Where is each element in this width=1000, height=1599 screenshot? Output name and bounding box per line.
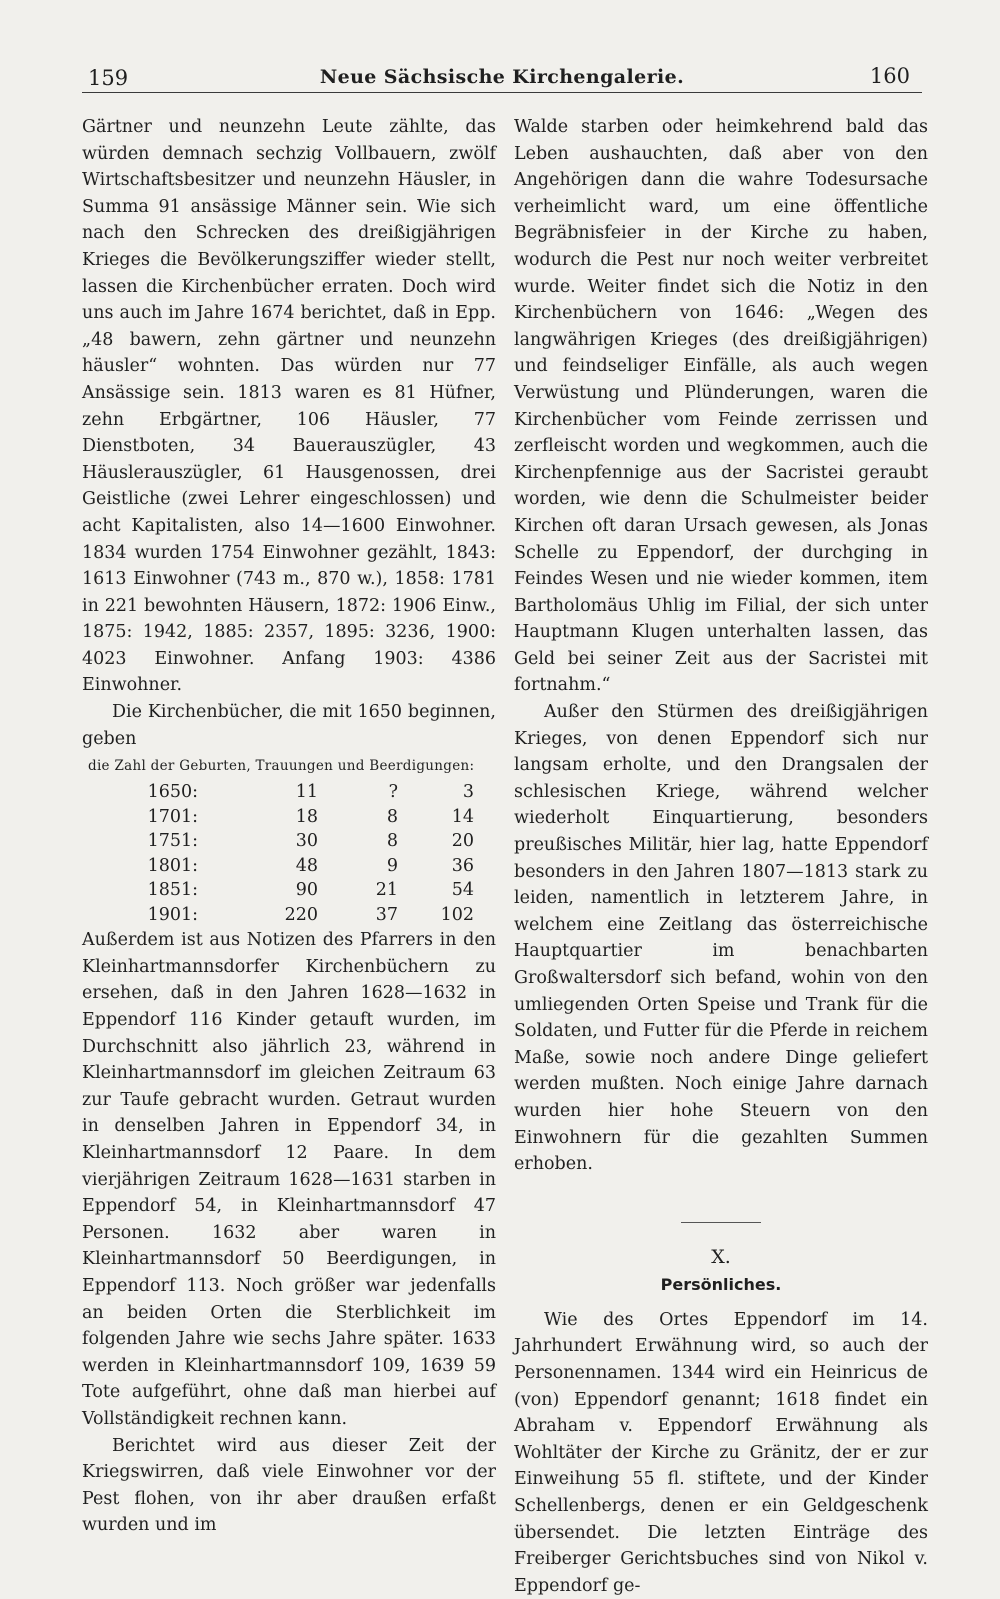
births-cell: 220 <box>284 904 318 925</box>
right-column <box>514 114 928 1599</box>
year-cell: 1650: <box>147 782 198 803</box>
paragraph-war-reports: Berichtet wird aus dieser Zeit der Kriegswirren, daß viele Einwohner vor der Pest flohen, von ihr aber draußen erfaßt wurden und im <box>82 1435 496 1536</box>
statistics-table <box>88 780 488 927</box>
paragraph-plague: Walde starben oder heimkehrend bald das Leben aushauchten, daß aber von den Angehörigen dann die wahre Todesursache verheimlicht ward, um eine öffentliche Begräbnisfeier in der Kirche zu haben, wodurch die Pest nur noch weiter verbreitet wurde. Weiter findet sich die Notiz in den Kirchenbüchern von 1646: „Wegen des langwährigen Krieges (des dreißigjährigen) und feindseliger Einfälle, als auch wegen Verwüstung und Plünderungen, waren die Kirchenbücher vom Feinde zerrissen und zerfleischt worden und wegkommen, auch die Kirchenpfennige aus der Sacristei geraubt worden, wie denn die Schulmeister beider Kirchen oft daran Ursach gewesen, als Jonas Schelle zu Eppendorf, der durchging in Feindes Wesen und nie wieder kommen, item Bartholomäus Uhlig im Filial, der sich unter Hauptmann Klugen unterhalten lassen, das Geld bei seiner Zeit aus der Sacristei mit fortnahm.“ <box>514 117 928 696</box>
chapter-title: Persönliches. <box>660 1274 782 1294</box>
table-row <box>88 878 488 903</box>
marriages-cell: ? <box>388 782 398 803</box>
burials-cell: 20 <box>451 831 474 852</box>
burials-cell: 102 <box>440 904 474 925</box>
year-cell: 1751: <box>147 831 198 852</box>
table-row <box>88 805 488 830</box>
table-row <box>88 854 488 879</box>
page-number-left: 159 <box>88 66 129 90</box>
page-number-right: 160 <box>869 64 910 88</box>
paragraph-personal: Wie des Ortes Eppendorf im 14. Jahrhundert Erwähnung wird, so auch der Personennamen. 1344 wird ein Heinricus de (von) Eppendorf genannt; 1618 findet ein Abraham v. Eppendorf Erwähnung als Wohltäter der Kirche zu Gränitz, der er zur Einweihung 55 fl. stiftete, und der Kinder Schellenbergs, denen er ein Geldgeschenk übersendet. Die letzten Einträge des Freiberger Gerichtsbuches sind von Nikol v. Eppendorf ge- <box>514 1309 928 1596</box>
table-row <box>88 903 488 928</box>
marriages-cell: 8 <box>386 806 398 827</box>
births-cell: 48 <box>295 855 318 876</box>
burials-cell: 36 <box>451 855 474 876</box>
marriages-cell: 9 <box>386 855 398 876</box>
paragraph-wars: Außer den Stürmen des dreißigjährigen Krieges, von denen Eppendorf sich nur langsam erholte, und den Drangsalen der schlesischen Kriege, während welcher wiederholt Einquartierung, besonders preußisches Militär, hier lag, hatte Eppendorf besonders in den Jahren 1807—1813 stark zu leiden, namentlich in letzterem Jahre, in welchem eine Zeitlang das österreichische Hauptquartier im benachbarten Großwaltersdorf sich befand, wohin von den umliegenden Orten Speise und Trank für die Soldaten, und Futter für die Pferde in reichem Maße, sowie noch andere Dinge geliefert werden mußten. Noch einige Jahre darnach wurden hier hohe Steuern von den Einwohnern für die gezahlten Summen erhoben. <box>514 702 928 1175</box>
table-row <box>88 829 488 854</box>
year-cell: 1901: <box>147 904 198 925</box>
year-cell: 1801: <box>147 855 198 876</box>
section-divider <box>681 1222 761 1223</box>
births-cell: 18 <box>295 806 318 827</box>
year-cell: 1851: <box>147 880 198 901</box>
chapter-number: X. <box>711 1245 731 1268</box>
marriages-cell: 21 <box>375 880 398 901</box>
births-cell: 30 <box>295 831 318 852</box>
publication-title: Neue Sächsische Kirchengalerie. <box>319 66 685 88</box>
paragraph-notes: Außerdem ist aus Notizen des Pfarrers in den Kleinhartmannsdorfer Kirchenbüchern zu ersehen, daß in den Jahren 1628—1632 in Eppendorf 116 Kinder getauft wurden, im Durchschnitt also jährlich 23, während in Kleinhartmannsdorf im gleichen Zeitraum 63 zur Taufe gebracht wurden. Getraut wurden in denselben Jahren in Eppendorf 34, in Kleinhartmannsdorf 12 Paare. In dem vierjährigen Zeitraum 1628—1631 starben in Eppendorf 54, in Kleinhartmannsdorf 47 Personen. 1632 aber waren in Kleinhartmannsdorf 50 Beerdigungen, in Eppendorf 113. Noch größer war jedenfalls an beiden Orten die Sterblichkeit im folgenden Jahre wie sechs Jahre später. 1633 werden in Kleinhartmannsdorf 109, 1639 59 Tote aufgeführt, ohne daß man hierbei auf Vollständigkeit rechnen kann. <box>82 930 496 1429</box>
year-cell: 1701: <box>147 806 198 827</box>
burials-cell: 3 <box>462 782 474 803</box>
burials-cell: 14 <box>451 806 474 827</box>
marriages-cell: 8 <box>386 831 398 852</box>
paragraph-population: Gärtner und neunzehn Leute zählte, das würden demnach sechzig Vollbauern, zwölf Wirtschaftsbesitzer und neunzehn Häusler, in Summa 91 ansässige Männer sein. Wie sich nach den Schrecken des dreißigjährigen Krieges die Bevölkerungsziffer wieder stellt, lassen die Kirchenbücher erraten. Doch wird uns auch im Jahre 1674 berichtet, daß in Epp. „48 bawern, zehn gärtner und neunzehn häusler“ wohnten. Das würden nur 77 Ansässige sein. 1813 waren es 81 Hüfner, zehn Erbgärtner, 106 Häusler, 77 Dienstboten, 34 Bauerauszügler, 43 Häuslerauszügler, 61 Hausgenossen, drei Geistliche (zwei Lehrer eingeschlossen) und acht Kapitalisten, also 14—1600 Einwohner. 1834 wurden 1754 Einwohner gezählt, 1843: 1613 Einwohner (743 m., 870 w.), 1858: 1781 in 221 bewohnten Häusern, 1872: 1906 Einw., 1875: 1942, 1885: 2357, 1895: 3236, 1900: 4023 Einwohner. Anfang 1903: 4386 Einwohner. <box>82 117 496 696</box>
births-cell: 90 <box>295 880 318 901</box>
burials-cell: 54 <box>451 880 474 901</box>
marriages-cell: 37 <box>375 904 398 925</box>
table-row <box>88 780 488 805</box>
births-cell: 11 <box>295 782 318 803</box>
paragraph-church-books: Die Kirchenbücher, die mit 1650 beginnen, geben <box>82 702 496 749</box>
table-intro: die Zahl der Geburten, Trauungen und Beerdigungen: <box>88 758 475 775</box>
running-header <box>82 62 922 93</box>
left-column <box>82 114 496 1539</box>
